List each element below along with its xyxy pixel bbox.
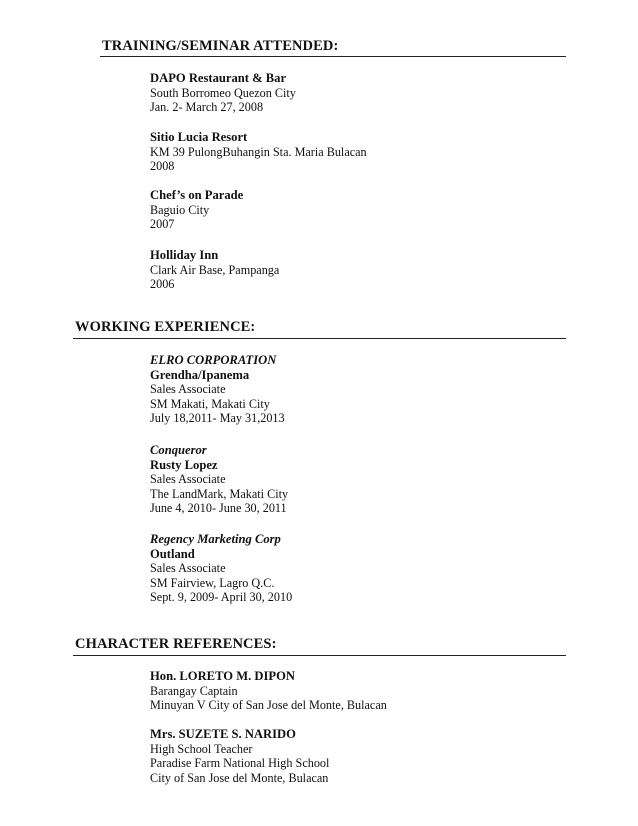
- reference-entry: [150, 669, 387, 713]
- training-name: Sitio Lucia Resort: [150, 130, 248, 144]
- training-name: Holliday Inn: [150, 248, 219, 262]
- training-name: Chef’s on Parade: [150, 188, 244, 202]
- training-entry: [150, 188, 243, 232]
- experience-date: Sept. 9, 2009- April 30, 2010: [150, 590, 293, 605]
- training-location: Baguio City: [150, 202, 210, 217]
- training-location: KM 39 PulongBuhangin Sta. Maria Bulacan: [150, 144, 367, 159]
- experience-location: The LandMark, Makati City: [150, 486, 289, 501]
- experience-brand: Outland: [150, 546, 195, 561]
- experience-brand: Grendha/Ipanema: [150, 367, 250, 382]
- experience-heading: WORKING EXPERIENCE:: [75, 319, 256, 335]
- reference-title: High School Teacher: [150, 741, 253, 756]
- training-entry: [150, 130, 367, 174]
- experience-date: July 18,2011- May 31,2013: [150, 411, 285, 426]
- references-divider: [73, 655, 566, 656]
- reference-address: Minuyan V City of San Jose del Monte, Bulacan: [150, 698, 387, 713]
- experience-divider: [73, 338, 566, 339]
- reference-name: Hon. LORETO M. DIPON: [150, 669, 295, 683]
- reference-title: Barangay Captain: [150, 683, 238, 698]
- experience-position: Sales Associate: [150, 382, 226, 397]
- reference-address: City of San Jose del Monte, Bulacan: [150, 770, 329, 785]
- training-date: 2008: [150, 159, 175, 174]
- experience-entry: [150, 532, 292, 605]
- training-entry: [150, 71, 296, 115]
- experience-entry: [150, 443, 288, 516]
- training-date: 2007: [150, 217, 175, 232]
- experience-location: SM Makati, Makati City: [150, 396, 270, 411]
- experience-company: Conqueror: [150, 443, 207, 457]
- training-entry: [150, 248, 279, 292]
- training-date: 2006: [150, 277, 175, 292]
- training-heading: TRAINING/SEMINAR ATTENDED:: [102, 38, 339, 54]
- training-location: South Borromeo Quezon City: [150, 85, 296, 100]
- experience-company: ELRO CORPORATION: [150, 353, 277, 367]
- experience-position: Sales Associate: [150, 472, 226, 487]
- reference-entry: [150, 727, 329, 785]
- experience-location: SM Fairview, Lagro Q.C.: [150, 575, 275, 590]
- reference-name: Mrs. SUZETE S. NARIDO: [150, 727, 296, 741]
- experience-brand: Rusty Lopez: [150, 457, 218, 472]
- reference-school: Paradise Farm National High School: [150, 756, 330, 771]
- training-divider: [100, 56, 566, 57]
- experience-company: Regency Marketing Corp: [150, 532, 281, 546]
- experience-entry: [150, 353, 285, 426]
- experience-date: June 4, 2010- June 30, 2011: [150, 501, 287, 516]
- training-location: Clark Air Base, Pampanga: [150, 262, 280, 277]
- experience-position: Sales Associate: [150, 561, 226, 576]
- training-date: Jan. 2- March 27, 2008: [150, 100, 264, 115]
- references-heading: CHARACTER REFERENCES:: [75, 636, 277, 652]
- training-name: DAPO Restaurant & Bar: [150, 71, 287, 85]
